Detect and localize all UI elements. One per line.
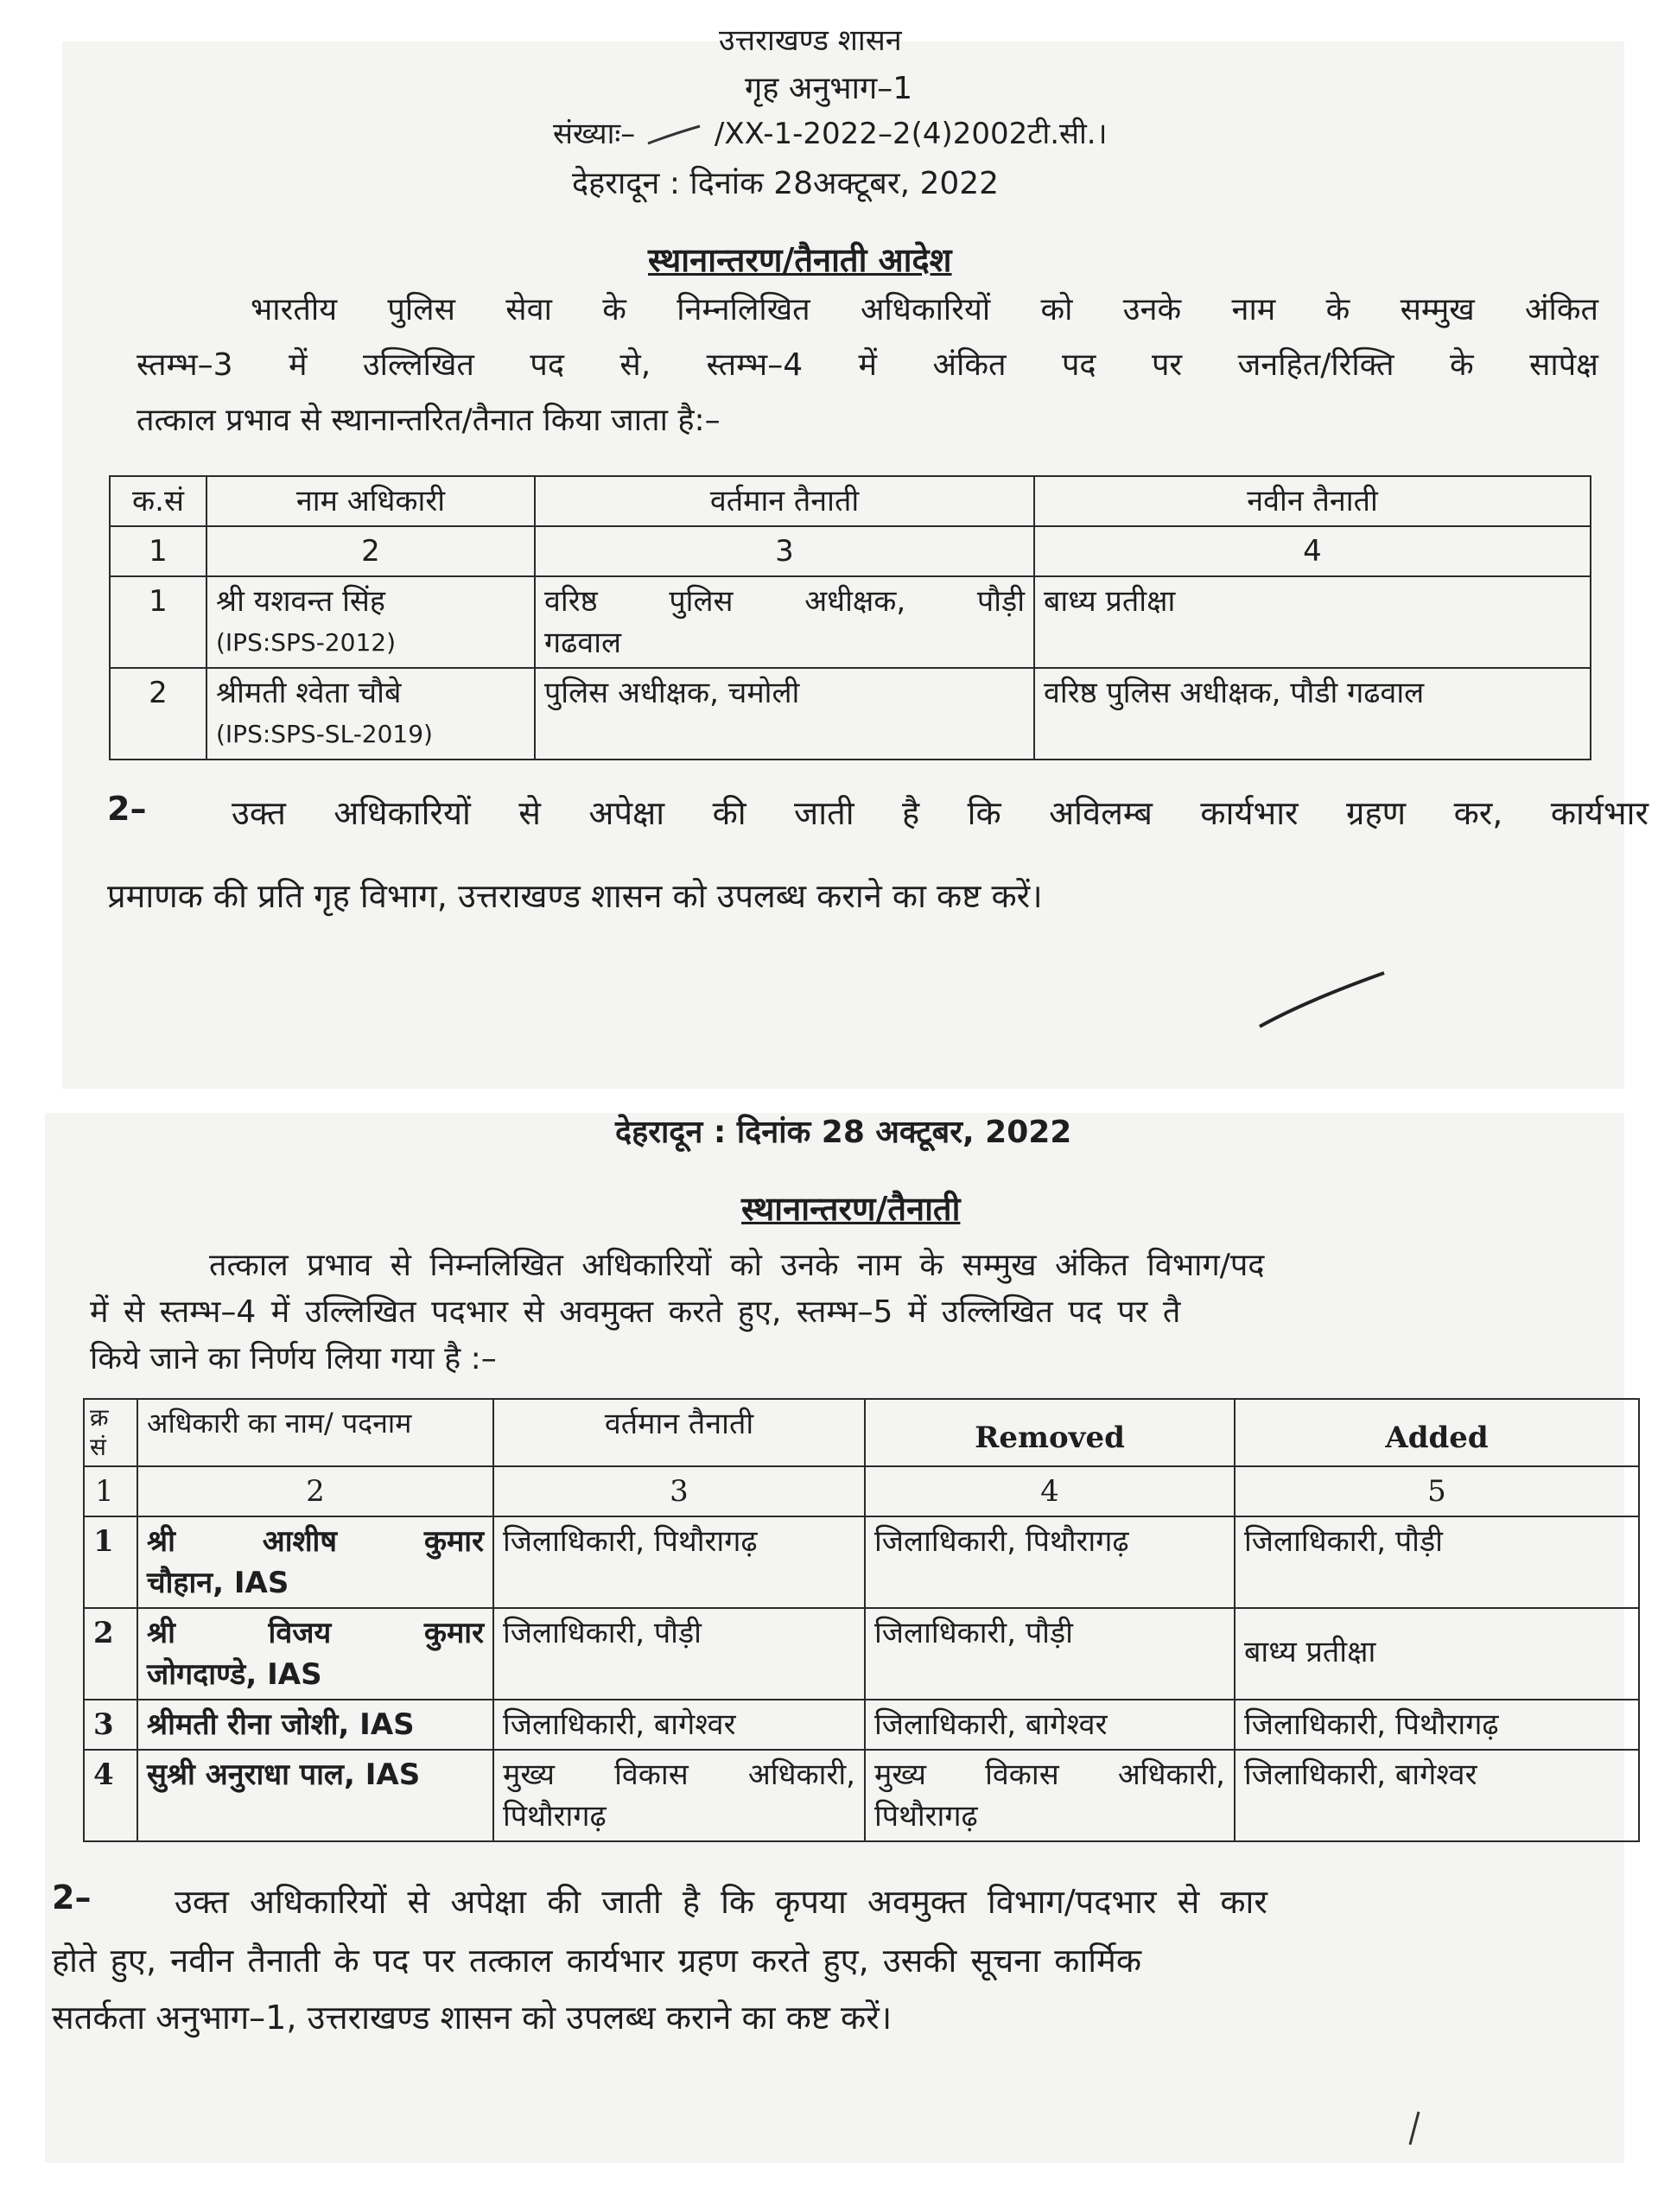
removed-posting: जिलाधिकारी, पिथौरागढ़ <box>865 1516 1235 1608</box>
place-date: देहरादून : दिनांक 28 अक्टूबर, 2022 <box>615 1115 1072 1150</box>
removed-posting-cell <box>865 1750 1235 1841</box>
row-serial: 3 <box>84 1700 137 1750</box>
officer-name-cell <box>206 576 535 668</box>
table-row <box>84 1608 1639 1700</box>
table-row <box>84 1700 1639 1750</box>
officer-name-cont: जोगदाण्डे, IAS <box>147 1657 322 1692</box>
current-posting: पुलिस अधीक्षक, चमोली <box>544 676 800 710</box>
table-row <box>110 576 1591 668</box>
table-row <box>110 668 1591 760</box>
removed-posting: मुख्य विकास अधिकारी, <box>874 1758 1225 1792</box>
col-number: 4 <box>865 1466 1235 1516</box>
added-posting: बाध्य प्रतीक्षा <box>1235 1608 1639 1700</box>
col-number: 1 <box>84 1466 137 1516</box>
header-added: Added <box>1235 1399 1639 1466</box>
order-document-2 <box>45 1113 1624 2163</box>
officer-name: श्री विजय कुमार <box>147 1616 484 1650</box>
signature-stroke-icon <box>645 123 705 149</box>
transfer-table <box>109 475 1591 760</box>
place-date: देहरादून : दिनांक 28अक्टूबर, 2022 <box>572 166 1000 201</box>
col-number: 5 <box>1235 1466 1639 1516</box>
col-number: 3 <box>493 1466 865 1516</box>
header-new-posting: नवीन तैनाती <box>1034 476 1591 526</box>
current-posting-cont: गढवाल <box>544 626 622 660</box>
col-number: 4 <box>1034 526 1591 576</box>
current-posting: जिलाधिकारी, पिथौरागढ़ <box>493 1516 865 1608</box>
new-posting: बाध्य प्रतीक्षा <box>1034 576 1591 668</box>
current-posting: जिलाधिकारी, बागेश्वर <box>493 1700 865 1750</box>
removed-posting: जिलाधिकारी, पौड़ी <box>865 1608 1235 1700</box>
column-number-row <box>84 1466 1639 1516</box>
officer-name-cell <box>206 668 535 760</box>
intro-line-1: तत्काल प्रभाव से निम्नलिखित अधिकारियों को उनके नाम के सम्मुख अंकित विभाग/पद <box>209 1248 1265 1283</box>
officer-name: सुश्री अनुराधा पाल, IAS <box>137 1750 493 1841</box>
intro-line-3: तत्काल प्रभाव से स्थानान्तरित/तैनात किया जाता है:– <box>137 403 721 438</box>
officer-name: श्रीमती श्वेता चौबे <box>216 676 402 710</box>
intro-line-2: स्तम्भ–3 में उल्लिखित पद से, स्तम्भ–4 में अंकित पद पर जनहित/रिक्ति के सापेक्ष <box>137 347 1598 383</box>
para2-line-2: होते हुए, नवीन तैनाती के पद पर तत्काल कार्यभार ग्रहण करते हुए, उसकी सूचना कार्मिक <box>52 1942 1142 1980</box>
removed-posting-cont: पिथौरागढ़ <box>874 1799 978 1834</box>
order-title: स्थानान्तरण/तैनाती <box>741 1190 961 1228</box>
officer-name: श्रीमती रीना जोशी, IAS <box>137 1700 493 1750</box>
para2-line-1: उक्त अधिकारियों से अपेक्षा की जाती है कि अविलम्ब कार्यभार ग्रहण कर, कार्यभार <box>232 794 1648 832</box>
table-header-row <box>84 1399 1639 1466</box>
row-serial: 1 <box>110 576 206 668</box>
officer-service: (IPS:SPS-2012) <box>216 628 396 657</box>
intro-line-1: भारतीय पुलिस सेवा के निम्नलिखित अधिकारियों को उनके नाम के सम्मुख अंकित <box>251 292 1598 327</box>
current-posting-cell <box>535 668 1034 760</box>
added-posting: जिलाधिकारी, पौड़ी <box>1235 1516 1639 1608</box>
current-posting: मुख्य विकास अधिकारी, <box>503 1758 855 1792</box>
section-name: गृह अनुभाग–1 <box>745 71 913 106</box>
added-posting: जिलाधिकारी, बागेश्वर <box>1235 1750 1639 1841</box>
header-serial: क.सं <box>110 476 206 526</box>
new-posting: वरिष्ठ पुलिस अधीक्षक, पौडी गढवाल <box>1034 668 1591 760</box>
para2-number: 2– <box>107 790 147 828</box>
col-number: 1 <box>110 526 206 576</box>
intro-line-2: में से स्तम्भ–4 में उल्लिखित पदभार से अवमुक्त करते हुए, स्तम्भ–5 में उल्लिखित पद पर तै <box>90 1294 1181 1330</box>
pen-mark-icon <box>1401 2107 1427 2150</box>
removed-posting: जिलाधिकारी, बागेश्वर <box>865 1700 1235 1750</box>
order-number-value: /XX-1-2022–2(4)2002टी.सी.। <box>714 117 1108 151</box>
officer-service: (IPS:SPS-SL-2019) <box>216 720 433 748</box>
header-officer-name: नाम अधिकारी <box>206 476 535 526</box>
order-number <box>553 112 1108 152</box>
header-current-posting: वर्तमान तैनाती <box>493 1399 865 1466</box>
signature-icon <box>1255 966 1393 1035</box>
col-number: 2 <box>206 526 535 576</box>
order-document-1 <box>62 23 1648 1089</box>
column-number-row <box>110 526 1591 576</box>
row-serial: 1 <box>84 1516 137 1608</box>
col-number: 2 <box>137 1466 493 1516</box>
row-serial: 2 <box>110 668 206 760</box>
table-row <box>84 1516 1639 1608</box>
officer-name: श्री यशवन्त सिंह <box>216 584 385 619</box>
col-number: 3 <box>535 526 1034 576</box>
current-posting-cell <box>493 1750 865 1841</box>
current-posting-cell <box>535 576 1034 668</box>
header-serial: क्र सं <box>84 1399 137 1466</box>
officer-name-cell <box>137 1516 493 1608</box>
officer-name-cont: चौहान, IAS <box>147 1566 289 1600</box>
header-government: उत्तराखण्ड शासन <box>719 23 902 58</box>
row-serial: 4 <box>84 1750 137 1841</box>
header-officer-name: अधिकारी का नाम/ पदनाम <box>137 1399 493 1466</box>
intro-line-3: किये जाने का निर्णय लिया गया है :– <box>90 1341 497 1376</box>
order-title: स्थानान्तरण/तैनाती आदेश <box>648 241 952 279</box>
para2-line-3: सतर्कता अनुभाग–1, उत्तराखण्ड शासन को उपलब्ध कराने का कष्ट करें। <box>52 1999 892 2037</box>
table-header-row <box>110 476 1591 526</box>
header-removed: Removed <box>865 1399 1235 1466</box>
row-serial: 2 <box>84 1608 137 1700</box>
table-row <box>84 1750 1639 1841</box>
header-current-posting: वर्तमान तैनाती <box>535 476 1034 526</box>
para2-line-1: उक्त अधिकारियों से अपेक्षा की जाती है कि कृपया अवमुक्त विभाग/पदभार से कार <box>175 1883 1267 1921</box>
officer-name-cell <box>137 1608 493 1700</box>
current-posting: जिलाधिकारी, पौड़ी <box>493 1608 865 1700</box>
para2-line-2: प्रमाणक की प्रति गृह विभाग, उत्तराखण्ड शासन को उपलब्ध कराने का कष्ट करें। <box>107 877 1043 915</box>
order-number-label: संख्याः– <box>553 117 636 151</box>
para2-number: 2– <box>52 1878 92 1916</box>
current-posting-cont: पिथौरागढ़ <box>503 1799 607 1834</box>
officer-name: श्री आशीष कुमार <box>147 1524 484 1559</box>
current-posting: वरिष्ठ पुलिस अधीक्षक, पौड़ी <box>544 584 1025 619</box>
transfer-table <box>83 1398 1640 1842</box>
added-posting: जिलाधिकारी, पिथौरागढ़ <box>1235 1700 1639 1750</box>
